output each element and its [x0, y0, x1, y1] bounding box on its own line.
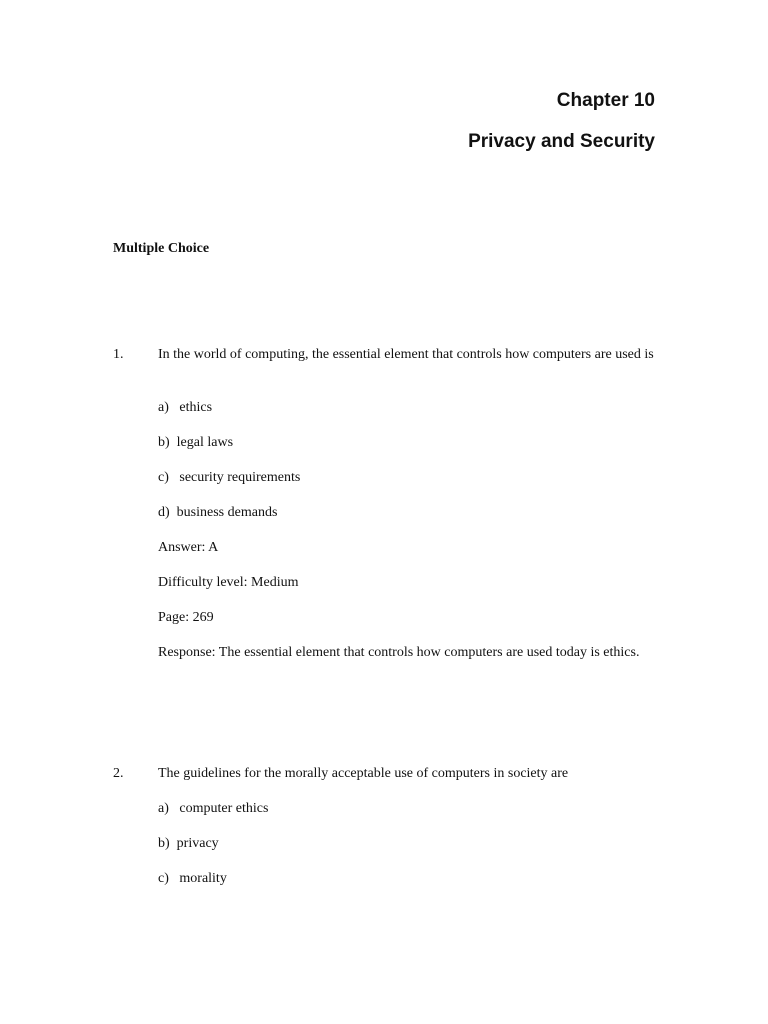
option-d — [158, 504, 277, 522]
question-1 — [113, 346, 658, 660]
option-text: computer ethics — [179, 801, 269, 816]
option-text: privacy — [176, 836, 219, 851]
option-c — [158, 469, 300, 487]
option-c — [158, 870, 227, 888]
difficulty-level: Difficulty level: Medium — [158, 575, 299, 590]
question-text: The guidelines for the morally acceptable use of computers in society are — [158, 766, 569, 781]
section-label: Multiple Choice — [113, 241, 210, 256]
chapter-subtitle: Privacy and Security — [468, 131, 655, 152]
option-text: morality — [179, 871, 227, 886]
option-letter: d) — [158, 505, 170, 520]
option-text: security requirements — [179, 470, 301, 485]
response: Response: The essential element that controls how computers are used today is ethics. — [158, 645, 640, 660]
question-number: 2. — [113, 766, 124, 781]
question-number: 1. — [113, 347, 124, 362]
option-letter: a) — [158, 801, 169, 816]
option-a — [158, 800, 268, 818]
option-text: ethics — [179, 400, 213, 415]
option-a — [158, 399, 212, 417]
option-letter: b) — [158, 435, 170, 450]
chapter-title: Chapter 10 — [556, 90, 655, 111]
question-text: In the world of computing, the essential element that controls how computers are used is — [158, 347, 654, 362]
option-letter: b) — [158, 836, 170, 851]
option-b — [158, 434, 233, 452]
option-letter: c) — [158, 871, 169, 886]
option-letter: a) — [158, 400, 169, 415]
question-2 — [113, 765, 658, 886]
option-b — [158, 835, 219, 853]
page-reference: Page: 269 — [158, 610, 214, 625]
answer: Answer: A — [158, 540, 219, 555]
option-text: legal laws — [176, 435, 234, 450]
option-text: business demands — [176, 505, 278, 520]
option-letter: c) — [158, 470, 169, 485]
